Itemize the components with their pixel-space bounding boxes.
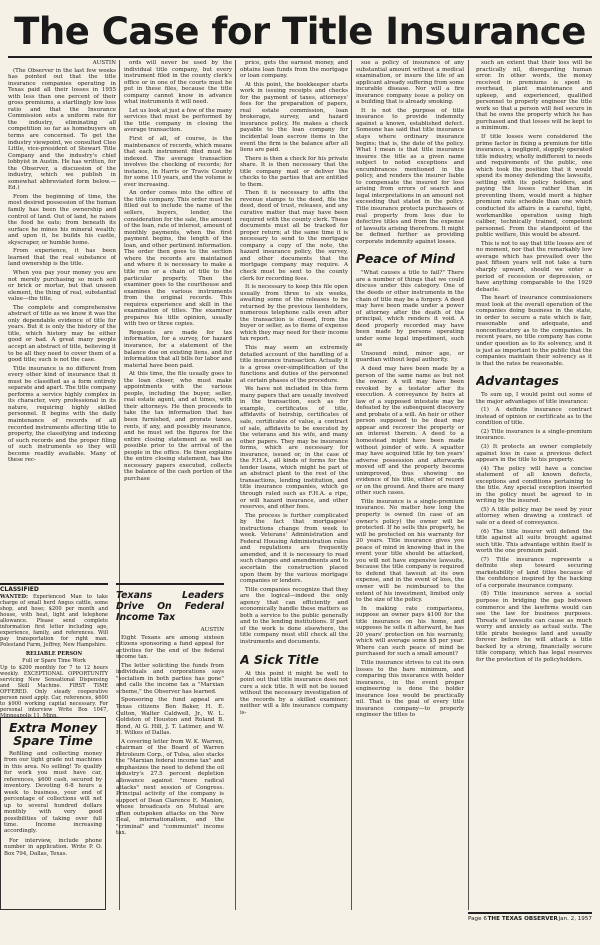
- classified-title: CLASSIFIED: [0, 586, 39, 593]
- article-column-5: [476, 60, 592, 910]
- article-paragraph: It is not the purpose of title insurance to provide indemnity against a known, established defect. Someone has said that title insurance stays where ordinary insurance begins; that is, the date of the policy. What I mean is that title insurance insures the title as a given name subject to noted exceptions and encumbrances mentioned in the policy, and renders the insurer liable to compensate the insured for loss arising from errors of search and legal interpretations in an amount not exceeding that stated in the policy. Title insurance protects purchasers of real property from loss due to defective titles and from the expense of lawsuits arising therefrom. It might be defined further as providing corporate indemnity against losses.: [356, 107, 464, 245]
- dateline: AUSTIN: [200, 627, 224, 633]
- article-paragraph: (5) A title policy may be used by your attorney when drawing a contract of sale or a deed of conveyance.: [476, 506, 592, 526]
- dateline: AUSTIN: [92, 60, 116, 66]
- issue-date: Jan. 2, 1957: [558, 916, 592, 922]
- article-paragraph: Unsound mind, minor age, or guardian without legal authority.: [356, 350, 464, 364]
- article-paragraph: Sponsoring the fund appeal are Texas citizens Ben Baker, H. E. Culton, Walter Caldwell, Jr., W. L. Goldston of Houston and Roland B. Bond, Al G. Hill, J. T. Latimer, and W. H. Wilkes of Dallas.: [116, 697, 224, 737]
- ad-paragraph: For interview, include phone number in application. Write P. O. Box 794, Dallas, Texas.: [4, 837, 102, 857]
- article-paragraph: From the beginning of time, the most desired possession of the human family has been the ownership and control of land. Out of land, he raises the food he eats; from beneath its surface he mines his mineral wealth; and upon it, he builds his castle, skyscraper, or humble home.: [8, 193, 116, 246]
- article-paragraph: price, gets the earnest money, and obtains loan funds from the mortgage or loan company.: [240, 60, 348, 80]
- article-paragraph: ords will never be used by the individual title company, but every instrument filed in the county clerk's office or in one of the courts must be put in these files, because the title company cannot know in advance what instruments it will need.: [124, 60, 232, 106]
- article-paragraph: Title companies recognize that they are the logical—indeed the only agency that can efficiently and economically handle these matters as both a service to the public generally and to the lending institutions. If part of the work is done elsewhere, the title company must still check all the instruments and documents.: [240, 586, 348, 646]
- article-paragraph: This may seem an extremely detailed account of the handling of a title insurance transaction. Actually it is a gross over-simplification of the functions and duties of the personnel at certain phases of the procedure.: [240, 344, 348, 384]
- article-paragraph: We have not included in this form many papers that are usually involved in the transaction, such as for example, certificates of title, affidavits of heirship, certificates of sale, certificates of value, a contract of sale, affidavits to be executed by the veterans and his wife, and many other papers. They may be insurance forms, which are necessary for insurance, issued or, in the case of the F.H.A., all kinds of forms for the lender loans, which might be part of an abstract plant to the rest of the transactions, lending institution, and title insurance companies, which go through ruled such as F.H.A. a ripe, or will hazard insurance, and other reserves, and other fees.: [240, 386, 348, 511]
- article-paragraph: Title insurance is a single-premium insurance. No matter how long the property is owned (in case of an owner's policy) the owner will be protected. If he sells this property, he will be protected on his warranty for 20 years. Title insurance gives you peace of mind in knowing that in the event your title should be attacked, you will not have expensive lawsuits, because the title company is required to defend that lawsuit at its own expense, and in the event of loss, the owner will be reimbursed to the extent of his investment, limited only to the size of the policy.: [356, 498, 464, 604]
- article-paragraph: (2) Title insurance is a single-premium insurance.: [476, 428, 592, 442]
- article-paragraph: Requests are made for tax information, for a survey, for hazard insurance, for a statement of the balance due on existing liens, and for information that all bills for labor and material have been paid.: [124, 329, 232, 369]
- article-paragraph: (6) The title insurer will defend the title against all suits brought against such title. This advantage within itself is worth the one premium paid.: [476, 528, 592, 555]
- texans-leaders-article: [116, 583, 224, 839]
- page-footer: [468, 912, 592, 922]
- headline-area: [8, 6, 592, 58]
- article-paragraph: The heart of insurance commissioners must look at the overall operation of the companies doing business in the state, in order to secure a rate which is fair, reasonable and adequate, and nonconfiscatory as to the companies. In recent years, no title company has come under question as to its solvency, and it is just as important to the public that the companies maintain their solvency as it is that the rates be reasonable.: [476, 295, 592, 367]
- article-paragraph: At this point it might be well to point out that title insurance does not cure a sick title. It will not be issued without the necessary investigation of the records by a skilled examiner; neither will a life insurance company is-: [240, 670, 348, 716]
- article-column-4: [356, 60, 464, 910]
- article-paragraph: Title insurance strives to cut its own losses to the bare minimum, and comparing this insurance with holder insurance, in the event proper engineering is done the holder insurance loss would be practically nil. That is the goal of every title insurance company—to properly engineer the titles to: [356, 660, 464, 719]
- article-paragraph: (3) It protects an owner completely against loss in case a previous defect appears in the title to his property.: [476, 443, 592, 464]
- article-paragraph: The process is further complicated by the fact that mortgagees' instructions change from week to week. Veterans' Administration and Federal Housing Administration rules and regulations are frequently amended, and it is necessary to read such changes and amendments and to ascertain the construction placed upon them by the various mortgage companies or lenders.: [240, 512, 348, 585]
- article-paragraph: When you pay your money you are not merely purchasing so much soil or brick or mortar, but that unseen element, the thing of real, substantial value—the title.: [8, 269, 116, 303]
- article-paragraph: (7) Title insurance represents a definite step toward securing marketability of land titles because of the confidence inspired by the backing of a corporate insurance company.: [476, 556, 592, 589]
- article-paragraph: An order comes into the office of the title company. This order must be filled out to include the name of the sellers, buyers, lender, the consideration for the sale, the amount of the loan, rate of interest, amount of monthly payments, when the first payment begins, the length of the loan, and other pertinent information. The order then goes to the section where the records are maintained and where it is necessary to make a title run or a chain of title to the particular property. Then the examiner goes to the courthouse and examines the various instruments from the original records. This requires experience and skill in the examination of titles. The examiner prepares his title opinion, usually with two or three copies.: [124, 190, 232, 328]
- article-paragraph: (8) Title insurance serves a social purpose in bridging the gap between commerce and the lawfirms would can see the law for business purposes. Threats of lawsuits can cause as much worry and anxiety as actual suits. The title pirate besieges land and usually forever before he will attack a title backed by a strong, financially secure title company, which has legal reserves for the protection of its policyholders.: [476, 591, 592, 663]
- classified-ad-head: WANTED:: [0, 594, 28, 600]
- article-paragraph: In making rate comparisons, suppose an owner pays $100 for the title insurance on his home, and supposes he sells it afterward, he has 20 years' protection on his warranty, which will average some $5 per year. Where can such peace of mind be purchased for such a small amount?: [356, 605, 464, 658]
- extra-money-title: Extra Money Spare Time: [8, 720, 98, 748]
- page-number: Page 6: [468, 916, 487, 922]
- article-paragraph: At this point, the bookkeeper starts work in issuing receipts and checks for the payment of taxes, attorneys' fees for the preparation of papers, real estate commission, loan brokerage, survey, and hazard insurance policy. He makes a check payable to the loan company for incidental loan escrow items in the event the firm is the balance after all liens are paid.: [240, 81, 348, 154]
- subhead-sick-title: A Sick Title: [240, 651, 319, 667]
- ad-paragraph: Refilling and collecting money from our tight grade nut machines in this area. No selling! To qualify for work you must have car, references, $600 cash, secured by inventory. Devoting 6-8 hours a week to business, your end of percentage of collections will net up to several hundred dollars monthly with very good possibilities of taking over full time. Income increasing accordingly.: [4, 751, 102, 835]
- article-paragraph: The letter soliciting the funds from individuals and corporations says "socialism in both parties has gone" and calls the income tax a "Marxian scheme," the Observer has learned.: [116, 662, 224, 695]
- page-headline: The Case for Title Insurance: [14, 9, 586, 53]
- article-paragraph: Let us look at just a few of the many services that must be performed by the title company in closing the average transaction.: [124, 107, 232, 134]
- classified-ad-head: RELIABLE PERSON: [25, 651, 83, 657]
- article-paragraph: (The Observer in the last few weeks has pointed out that the title insurance companies operating in Texas paid all their losses in 1955 with less than one percent of their gross premiums, a startlingly low loss ratio and that the Insurance Commission sets a uniform rate for the industry, eliminating all competition so far as homebuyers on terms are concerned. To get the industry viewpoint, we consulted Cleo Little, vice-president of Stewart Title Company and the industry's chief lobbyist in Austin. He has written, for the Observer, a discussion of the industry, which we publish in somewhat abbreviated form below.—Ed.): [8, 67, 116, 192]
- article-paragraph: The complete and comprehensive abstract of title as we know it was the only dependable evidence of title for years. But it is only the history of the title, which history may be either good or bad. A great many people accept an abstract of title, believing it to be all they need to cover them of a good title; such is not the case.: [8, 304, 116, 364]
- article-column-3: [240, 60, 348, 910]
- classified-ad: [0, 594, 108, 648]
- article-paragraph: Eight Texans are among sixteen citizens sponsoring a fund appeal for activities for the end of the federal income tax.: [116, 634, 224, 661]
- article-paragraph: This is not to say that title losses are of no moment, nor that the remarkably low average which has prevailed over the past fifteen years will not take a turn sharply upward, should we enter a period of recession or depression, or have anything comparable to the 1929 debacle.: [476, 240, 592, 293]
- article-paragraph: A covering letter from W. K. Warren, chairman of the Board of Warren Petroleum Corp., of Tulsa, also stacks the "Marxian federal income tax" and emphasizes the need to defend the oil industry's 27.5 percent depletion allowance against "more radical attacks" next session of Congress. Principal activity of the company is support of Dean Clarence E. Manion, whose broadcasts on Mutual are often outspoken attacks on the New Deal, internationalism, and the "criminal" and "communist" income tax.: [116, 738, 224, 837]
- subhead-peace-of-mind: Peace of Mind: [356, 251, 455, 267]
- classified-ad-text: Experienced Man to take charge of small herd Angus cattle, some shop, and hose; $200 per month and house, with heat, light and telephone allowance. Please send complete information first letter including age, experience, family, and references. Will pay transportation for right man. Polestand Farm, Jeffrey, New Hampshire.: [0, 594, 109, 648]
- subhead-advantages: Advantages: [476, 373, 559, 389]
- article-paragraph: (1) A definite insurance contract instead of opinion or certificate as to the condition of title.: [476, 407, 592, 427]
- article-column-1: [8, 60, 116, 580]
- article-paragraph: First of all, of course, is the maintenance of records, which means that each instrument filed must be indexed. The average transaction involves the checking of records; for instance, in Harris or Travis County for some 110 years, and the volume is ever increasing.: [124, 136, 232, 188]
- publication-name: THE TEXAS OBSERVER: [487, 916, 558, 922]
- article-paragraph: Title insurance is no different from every other kind of insurance that it must be classified as a form entirely separate and apart. The title company performs a service highly complex in its character, very professional in its nature, requiring highly skilled personnel. It begins with the daily maintenance of records of all recorded instruments affecting title to property, the classifying and indexing of such records and the proper filing of such instruments so they will become readily available. Many of these rec-: [8, 365, 116, 464]
- article-paragraph: "What causes a title to fail?" There are a number of things that we could discuss under this category. One of the deeds or other instruments in the chain of title may be a forgery. A deed may have been made under a power of attorney after the death of the principal, which renders it void. A deed properly recorded may have been made by persons operating under some legal impediment, such as: [356, 270, 464, 349]
- article-paragraph: It is necessary to keep this file open usually from three to six weeks, awaiting some of the releases to be returned by the previous lienholders, numerous telephone calls even after the transaction is closed, from the buyer or seller, as to items of expense which they may need for their income tax report.: [240, 284, 348, 343]
- article-paragraph: If title losses were considered the prime factor in fixing a premium for title insurance, a negligent, sloppily operated title industry, wholly indifferent to needs and requirements of the public, one which took the position that it would spend its money defending the lawsuits, settling with its policy holders, and paying the losses rather than in preventing them, would merit a higher premium rate schedule than one which conducted its affairs in a careful, tight, workmanlike operation using high caliber, technically trained, competent personnel. From the standpoint of the public welfare, this would be absurd.: [476, 134, 592, 239]
- classified-ad-subhead: Full or Spare Time Work: [22, 658, 86, 664]
- article-paragraph: A deed may have been made by a person of the same name as but not the owner. A will may have been revoked by a testator after its execution. A conveyance by heirs at law of a supposed intestate may be defeated by the subsequent discovery and probate of a will. An heir or other person supposed to be dead may appear and recover the property or an interest therein. A deed to a homestead might have been made without joinder of wife. A squatter may have acquired title by ten years' adverse possession and afterwards moved off and the property become unimproved, thus showing no evidence of his title, either of record or on the ground. And there are many other such cases.: [356, 365, 464, 497]
- texans-headline: Texans Leaders Drive On Federal Income Tax: [116, 590, 224, 623]
- article-paragraph: sue a policy of insurance of any substantial amount without a medical examination, or insure the life of an applicant already suffering from some incurable disease. Nor will a fire insurance company issue a policy on a building that is already smoking.: [356, 60, 464, 106]
- article-paragraph: There is then a check for his private share. It is then necessary that the title company mail or deliver the checks to the parties that are entitled to them.: [240, 155, 348, 188]
- article-paragraph: such an extent that their loss will be practically nil, disregarding human error. In other words, the money received in premiums is spent in overhead, plant maintenance and upkeep, and experienced, qualified personnel to properly engineer the title work so that a person will feel secure in that he owns the property which he has purchased and that losses will be kept to a minimum.: [476, 60, 592, 132]
- extra-money-ad-box: [0, 717, 106, 910]
- article-paragraph: To sum up, I would point out some of the major advantages of title insurance:: [476, 392, 592, 405]
- article-paragraph: At this time, the file usually goes to the loan closer, who must make appointments with the various people, including the buyer, seller, real estate agent, and at times, with their attorneys. He then proceeds to take the tax information that has been furnished, and prorate taxes, rents, if any, and possibly insurance, and he must set the figures for the entire closing statement as well as possible prior to the arrival of the people in the office. He then explains the entire closing statement, has the necessary papers executed, collects the balance of the cash portion of the purchase: [124, 371, 232, 482]
- article-paragraph: From experience, it has been learned that the real substance of land ownership is the title.: [8, 248, 116, 268]
- article-paragraph: Then it is necessary to affix the revenue stamps to the deed, file the deed, deed of trust, releases, and any curative matter that may have been required with the county clerk. These documents must all be tracked for proper return; at the same time it is necessary to send to the mortgage company a copy of the note, the hazard insurance policy, the survey, and other documents that the mortgage company may require. A check must be sent to the county clerk for recording fees.: [240, 190, 348, 282]
- classified-section: [0, 583, 108, 720]
- article-paragraph: (4) The policy will have a concise statement of all known defects, exceptions and conditions pertaining to the title. Any special exception inserted in the policy must be agreed to in writing by the insured.: [476, 465, 592, 505]
- classified-ad-text: Up to $200 monthly for 7 to 12 hours weekly. EXCEPTIONAL OPPORTUNITY servicing New Sensational Dispensing and Skill Machine. FIRST TIME OFFERED. Only steady cooperative person need apply. Car, references, $600 to $900 working capital necessary. For personal interview Write Box 1047, Minneapolis 11, Minn.: [0, 665, 108, 719]
